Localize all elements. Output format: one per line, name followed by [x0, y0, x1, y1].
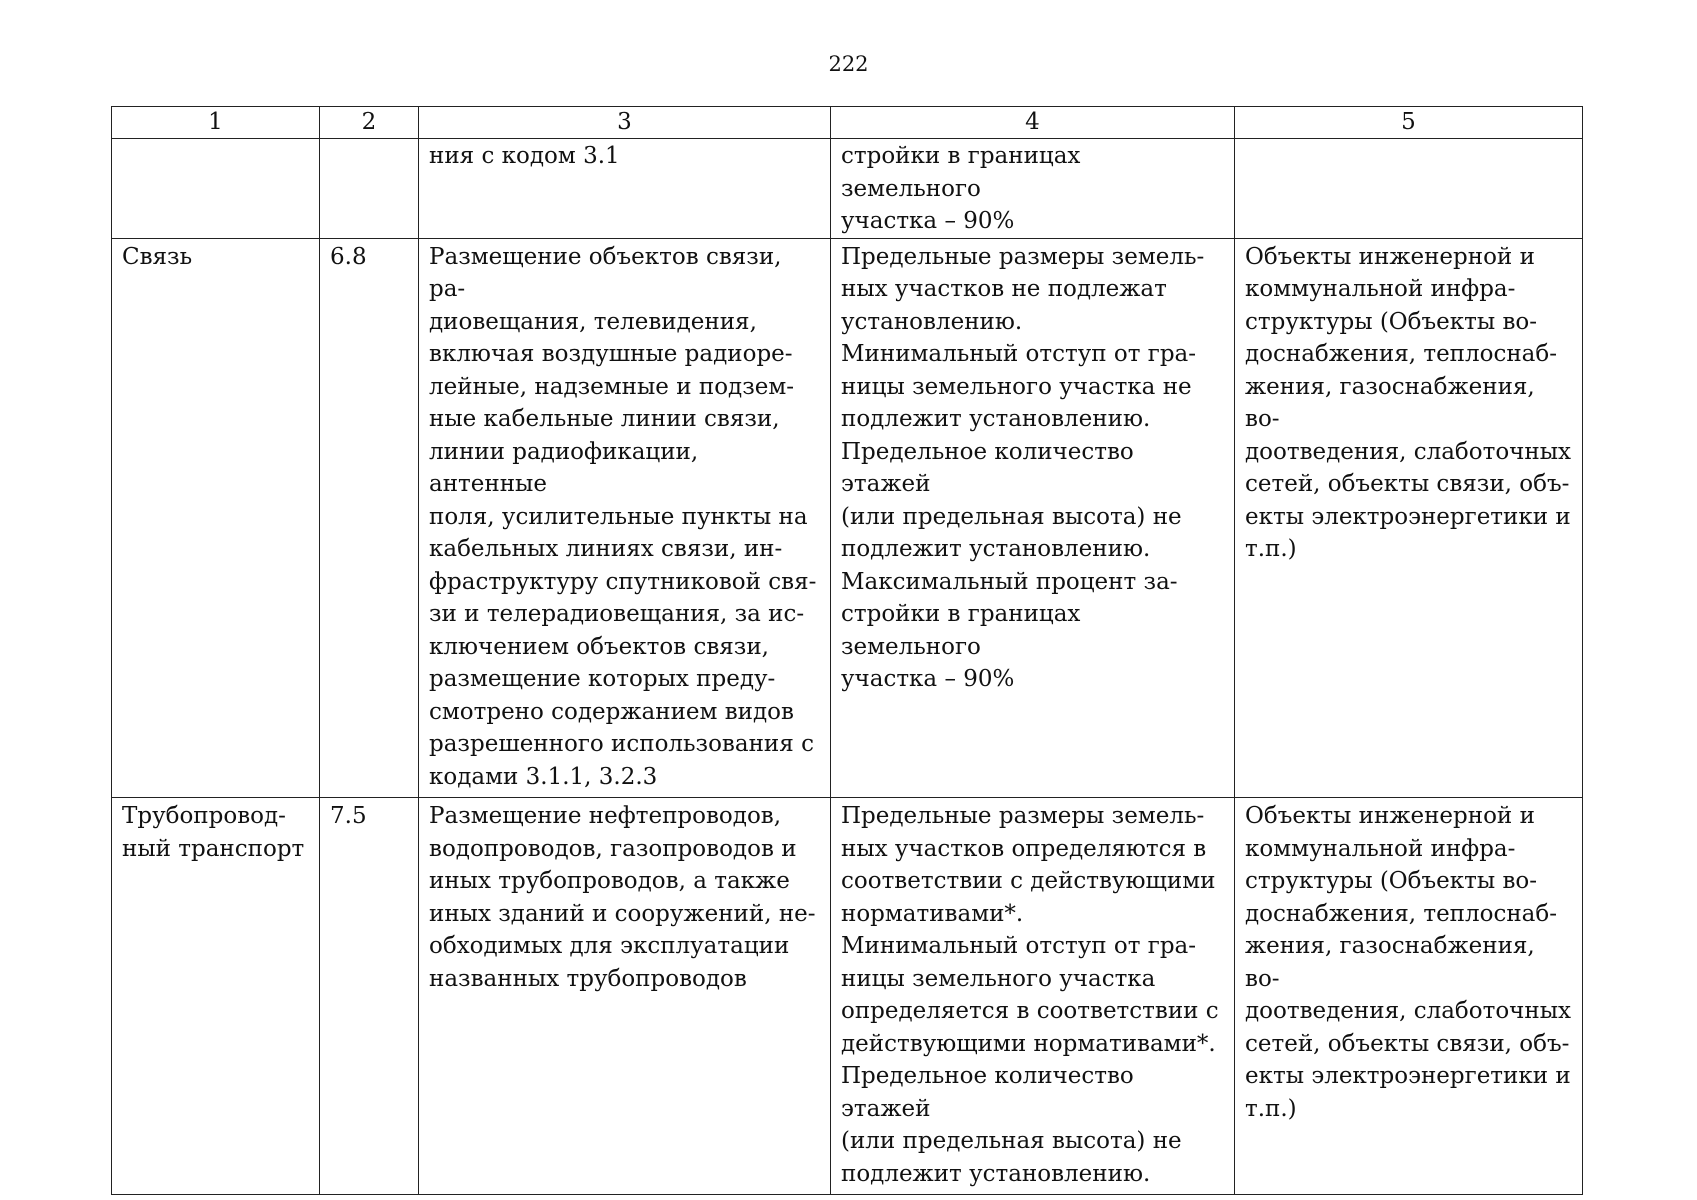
parameters-cell: Предельные размеры земель- ных участков не подлежат установлению. Минимальный отступ от гра- ницы земельного участка не подлежит установлению. Предельное количество этажей (или предельная высота) не подлежит установлению. Максимальный процент за- стройки в границах земельного участка – 90% [831, 238, 1235, 798]
column-header-1: 1 [112, 107, 320, 139]
objects-cell: Объекты инженерной и коммунальной инфра- структуры (Объекты во- доснабжения, теплоснаб- жения, газоснабжения, во- доотведения, слаботочных сетей, объекты связи, объ- екты электроэнергетики и т.п.) [1235, 238, 1583, 798]
use-description-cell: Размещение объектов связи, ра- диовещания, телевидения, включая воздушные радиоре- лейные, надземные и подзем- ные кабельные линии связи, линии радиофикации, антенные поля, усилительные пункты на кабельных линиях связи, ин- фраструктуру спутниковой свя- зи и телерадиовещания, за ис- ключением объектов связи, размещение которых преду- смотрено содержанием видов разрешенного использования с кодами 3.1.1, 3.2.3 [419, 238, 831, 798]
use-type-code-cell: 6.8 [320, 238, 419, 798]
column-header-5: 5 [1235, 107, 1583, 139]
use-type-name-cell: Трубопровод- ный транспорт [112, 798, 320, 1195]
land-use-table [111, 106, 1583, 1195]
use-type-code-cell [320, 139, 419, 239]
page-number: 222 [828, 52, 869, 76]
use-type-name-cell [112, 139, 320, 239]
use-type-code-cell: 7.5 [320, 798, 419, 1195]
table-row [112, 238, 1583, 798]
use-description-cell: ния с кодом 3.1 [419, 139, 831, 239]
table-row [112, 798, 1583, 1195]
column-header-3: 3 [419, 107, 831, 139]
objects-cell: Объекты инженерной и коммунальной инфра- структуры (Объекты во- доснабжения, теплоснаб- жения, газоснабжения, во- доотведения, слаботочных сетей, объекты связи, объ- екты электроэнергетики и т.п.) [1235, 798, 1583, 1195]
column-header-2: 2 [320, 107, 419, 139]
parameters-cell: стройки в границах земельного участка – 90% [831, 139, 1235, 239]
table-row [112, 139, 1583, 239]
parameters-cell: Предельные размеры земель- ных участков определяются в соответствии с действующими нормативами*. Минимальный отступ от гра- ницы земельного участка определяется в соответствии с действующими нормативами*. Предельное количество этажей (или предельная высота) не подлежит установлению. [831, 798, 1235, 1195]
table-header-row [112, 107, 1583, 139]
use-description-cell: Размещение нефтепроводов, водопроводов, газопроводов и иных трубопроводов, а также иных зданий и сооружений, не- обходимых для эксплуатации названных трубопроводов [419, 798, 831, 1195]
objects-cell [1235, 139, 1583, 239]
use-type-name-cell: Связь [112, 238, 320, 798]
column-header-4: 4 [831, 107, 1235, 139]
